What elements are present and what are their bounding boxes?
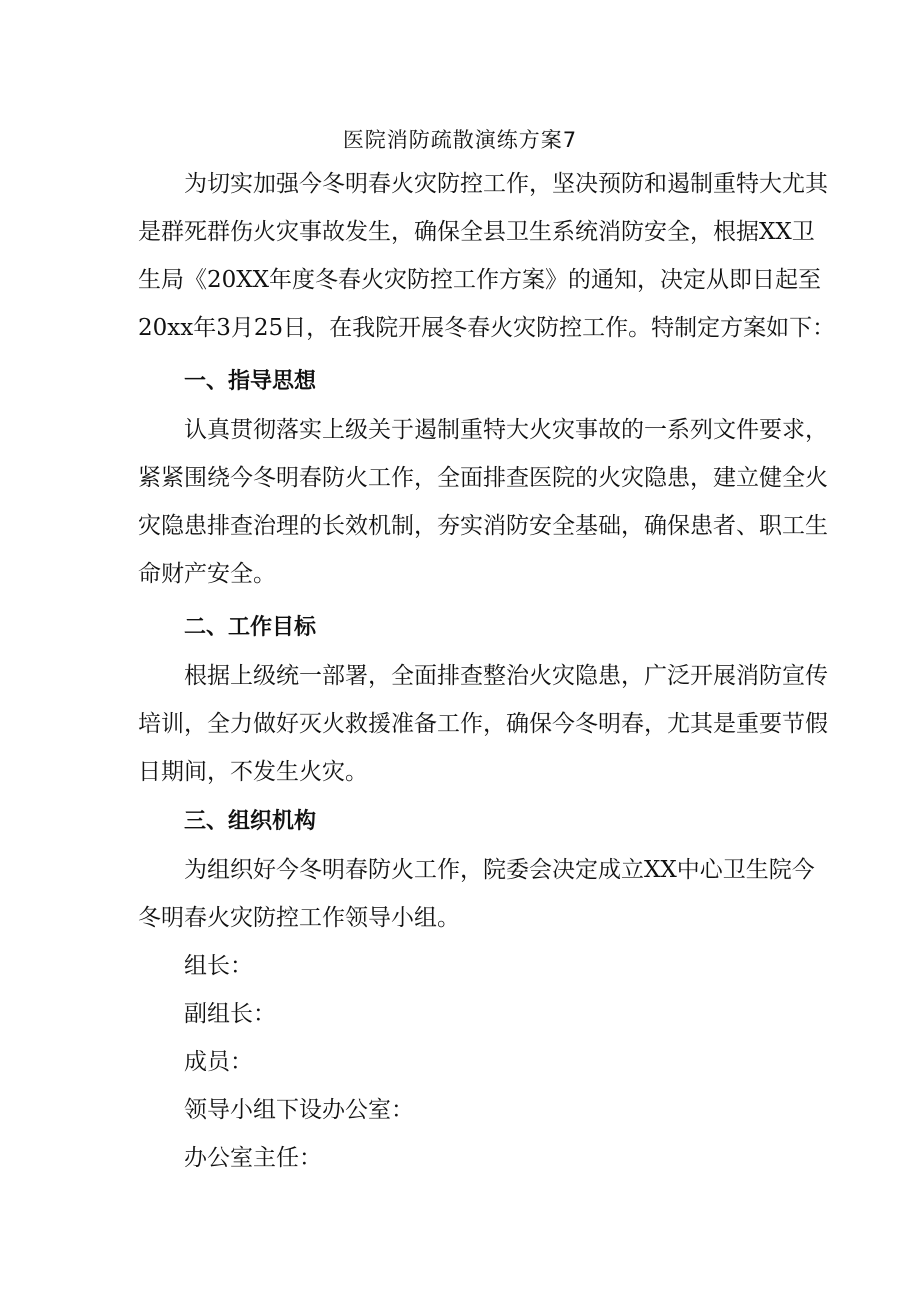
paragraph-line: 认真贯彻落实上级关于遏制重特大火灾事故的一系列文件要求，: [184, 417, 828, 443]
intro-line: 为切实加强今冬明春火灾防控工作，坚决预防和遏制重特大尤其: [184, 171, 828, 197]
intro-line: 20xx年3月25日，在我院开展冬春火灾防控工作。特制定方案如下：: [138, 315, 836, 341]
role-members: 成员：: [184, 1049, 253, 1075]
intro-line: 生局《20XX年度冬春火灾防控工作方案》的通知，决定从即日起至: [138, 267, 822, 293]
section-paragraph-organization: [138, 846, 815, 942]
paragraph-line: 为组织好今冬明春防火工作，院委会决定成立XX中心卫生院今: [184, 857, 815, 883]
paragraph-line: 根据上级统一部署，全面排查整治火灾隐患，广泛开展消防宣传: [184, 663, 828, 689]
intro-paragraph: [138, 160, 836, 352]
intro-line: 是群死群伤火灾事故发生，确保全县卫生系统消防安全，根据XX卫: [138, 219, 815, 245]
paragraph-line: 紧紧围绕今冬明春防火工作，全面排查医院的火灾隐患，建立健全火: [138, 465, 828, 491]
document-title: 医院消防疏散演练方案7: [342, 128, 578, 152]
role-leader: 组长：: [184, 953, 253, 979]
role-office-director: 办公室主任：: [184, 1145, 322, 1171]
paragraph-line: 命财产安全。: [138, 561, 276, 587]
section-heading-organization: 三、组织机构: [184, 809, 317, 834]
paragraph-line: 冬明春火灾防控工作领导小组。: [138, 905, 460, 931]
section-paragraph-guiding-ideology: [138, 406, 828, 598]
paragraph-line: 日期间，不发生火灾。: [138, 759, 368, 785]
section-paragraph-work-goals: [138, 652, 828, 796]
paragraph-line: 灾隐患排查治理的长效机制，夯实消防安全基础，确保患者、职工生: [138, 513, 828, 539]
section-heading-guiding-ideology: 一、指导思想: [184, 369, 317, 394]
role-deputy-leader: 副组长：: [184, 1001, 276, 1027]
section-heading-work-goals: 二、工作目标: [184, 615, 317, 640]
paragraph-line: 培训，全力做好灭火救援准备工作，确保今冬明春，尤其是重要节假: [138, 711, 828, 737]
role-office: 领导小组下设办公室：: [184, 1097, 414, 1123]
